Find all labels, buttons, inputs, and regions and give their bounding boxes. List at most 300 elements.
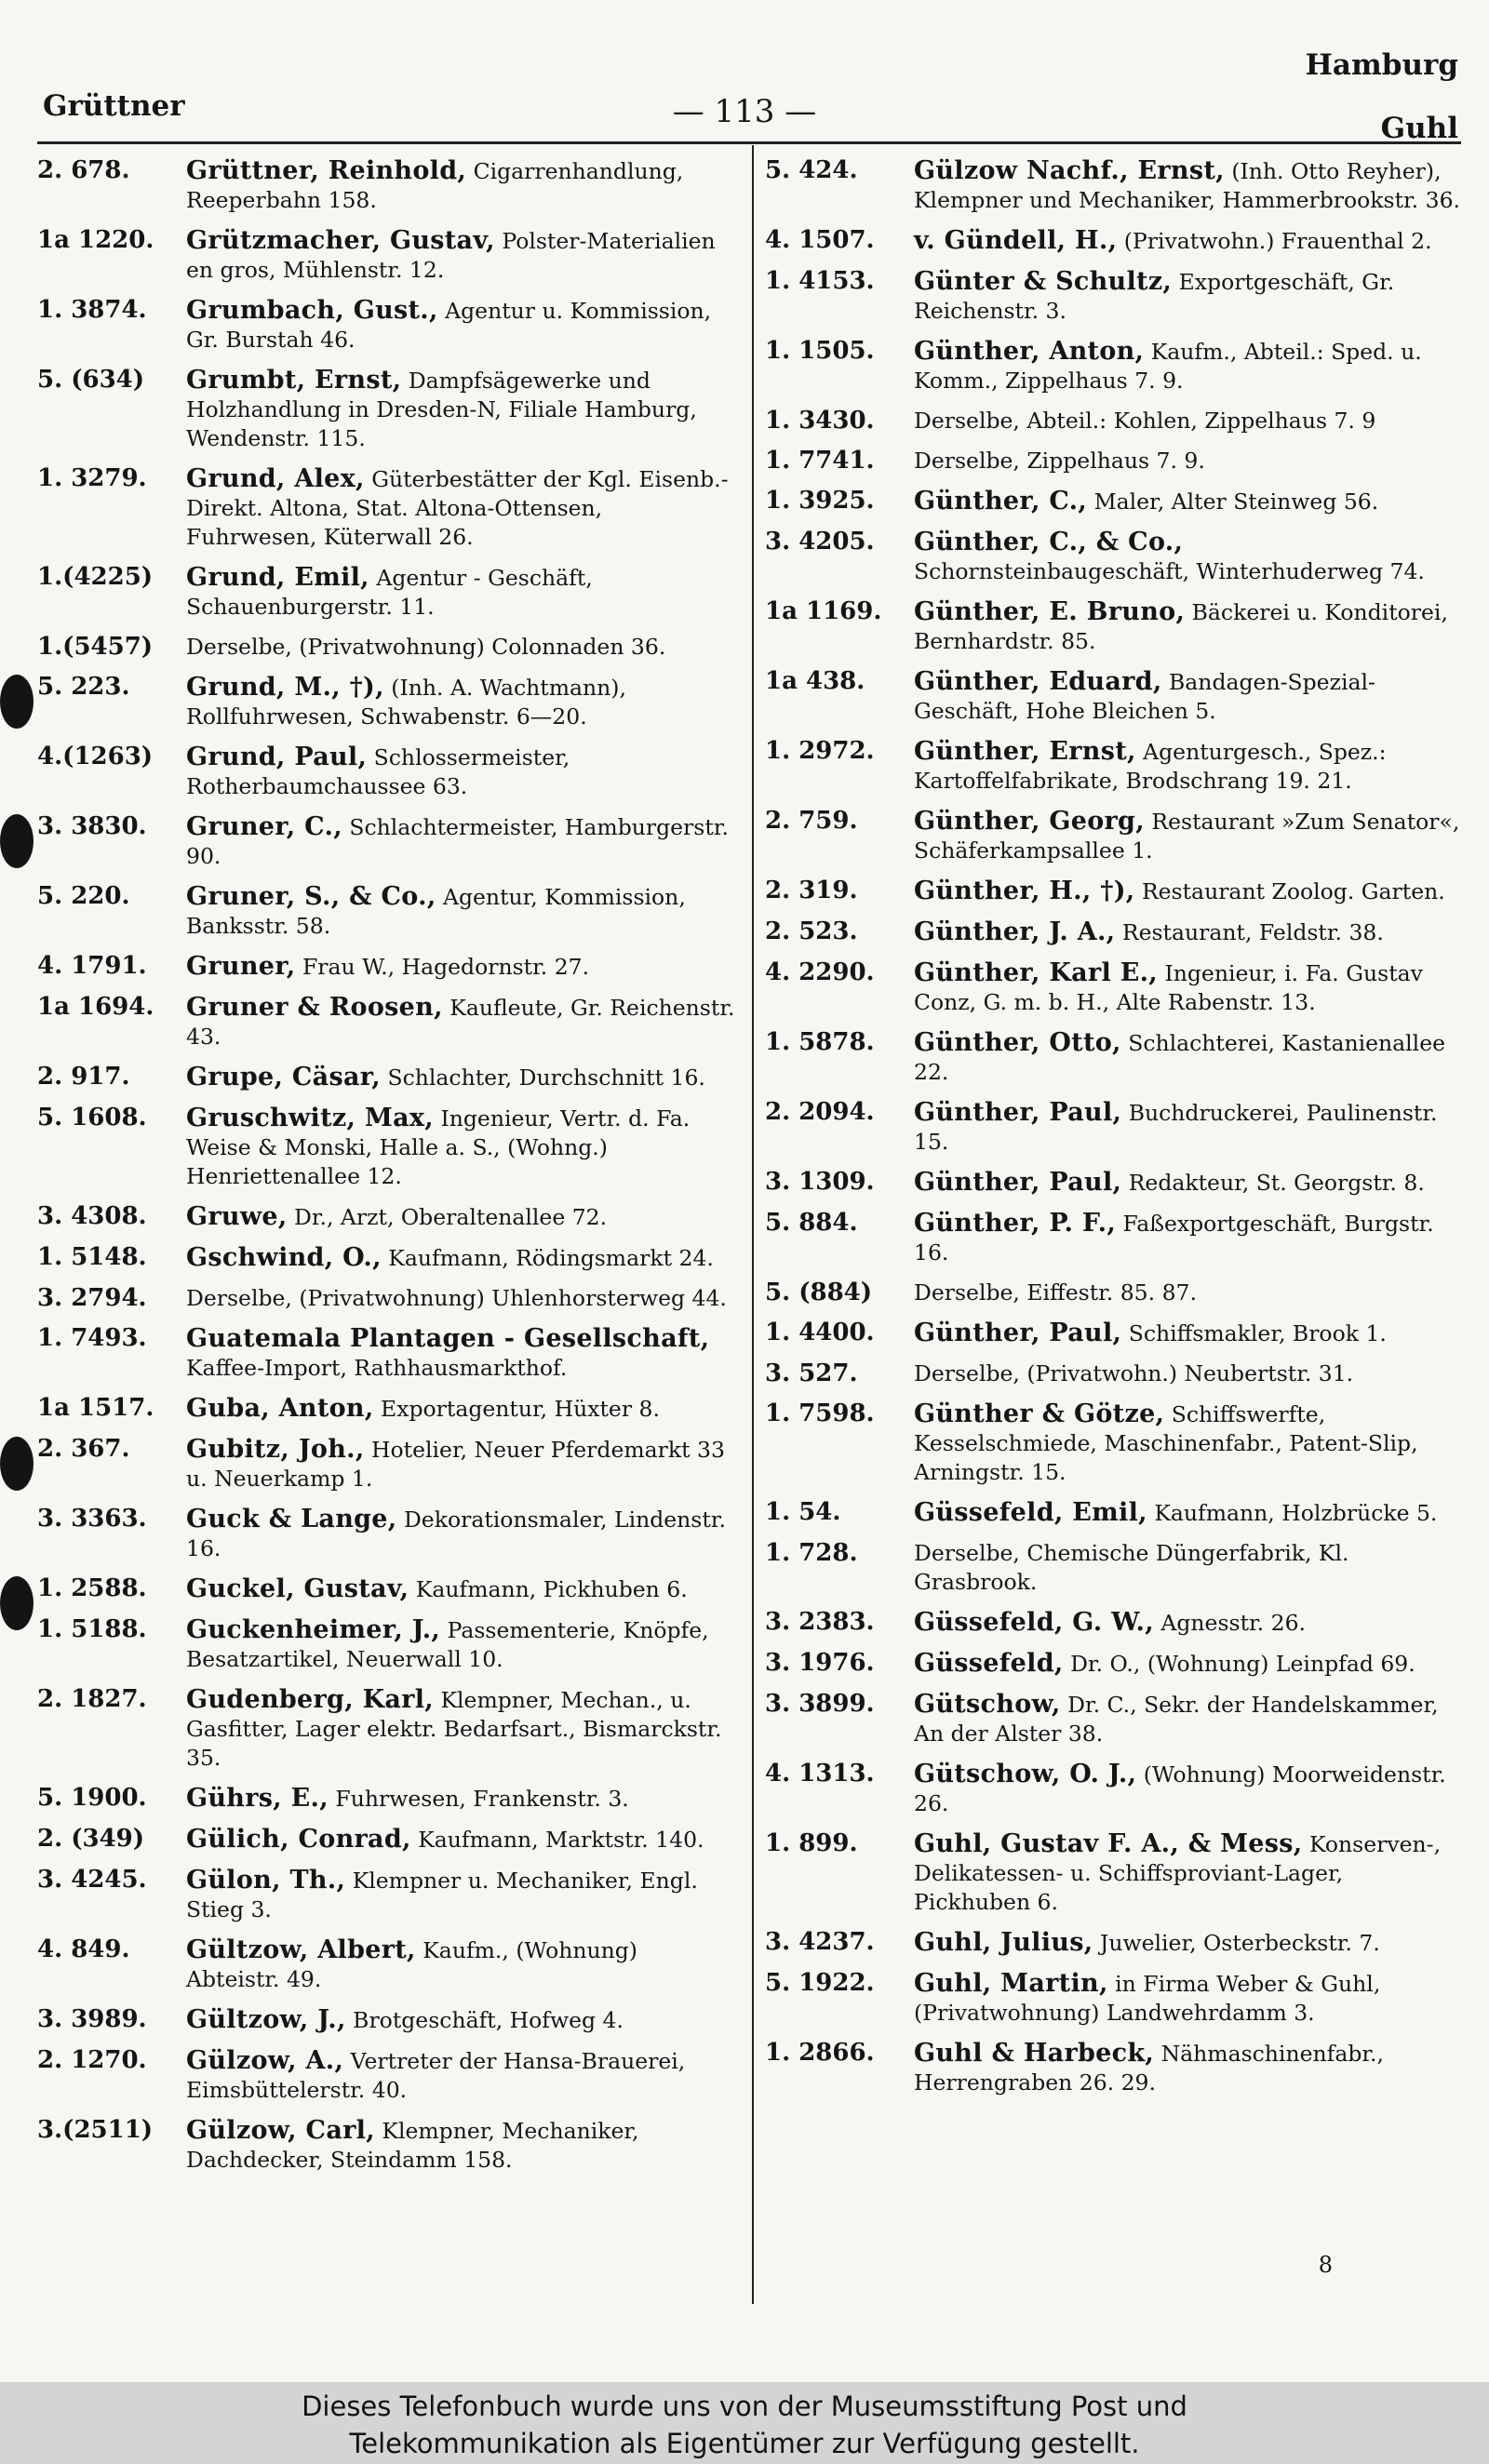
phone-number: 1a 1517. bbox=[37, 1394, 154, 1422]
directory-entry bbox=[37, 366, 737, 453]
subscriber-details: Restaurant »Zum Senator«, Schäferkampsallee 1. bbox=[914, 809, 1460, 864]
subscriber-details: Dr. O., (Wohnung) Leinpfad 69. bbox=[1070, 1651, 1415, 1677]
directory-entry bbox=[765, 267, 1461, 326]
entry-text bbox=[186, 743, 737, 801]
phone-number: 3. 3989. bbox=[37, 2005, 147, 2033]
directory-entry bbox=[765, 447, 1461, 475]
phone-number: 1. 1505. bbox=[765, 337, 875, 365]
phone-number: 5. 1608. bbox=[37, 1104, 147, 1132]
subscriber-details: Nähmaschinenfabr., Herrengraben 26. 29. bbox=[914, 2041, 1384, 2096]
directory-entry bbox=[37, 1935, 737, 1994]
directory-entry bbox=[765, 958, 1461, 1017]
subscriber-name: Gruner, C., bbox=[186, 812, 342, 841]
subscriber-name: Gütschow, bbox=[914, 1690, 1061, 1719]
entry-text bbox=[186, 2116, 737, 2175]
entry-text bbox=[914, 1649, 1461, 1679]
punch-hole bbox=[0, 1437, 34, 1491]
directory-entry bbox=[37, 1435, 737, 1493]
subscriber-details: Kaufmann, Marktstr. 140. bbox=[418, 1827, 704, 1853]
subscriber-details: Juwelier, Osterbeckstr. 7. bbox=[1099, 1930, 1380, 1956]
subscriber-details: Dr., Arzt, Oberaltenallee 72. bbox=[294, 1204, 608, 1230]
phone-number: 1a 1169. bbox=[765, 597, 882, 625]
directory-entry bbox=[765, 337, 1461, 395]
directory-entry bbox=[765, 1969, 1461, 2028]
directory-entry bbox=[37, 1505, 737, 1563]
subscriber-name: Gudenberg, Karl, bbox=[186, 1685, 434, 1714]
subscriber-details: Exportagentur, Hüxter 8. bbox=[381, 1396, 660, 1422]
subscriber-name: Günther & Götze, bbox=[914, 1399, 1165, 1428]
directory-entry bbox=[37, 882, 737, 941]
subscriber-name: Gülon, Th., bbox=[186, 1866, 346, 1895]
phone-number: 2. 367. bbox=[37, 1435, 130, 1463]
phone-number: 1. 54. bbox=[765, 1498, 841, 1526]
directory-entry bbox=[765, 1399, 1461, 1487]
entry-text bbox=[914, 1359, 1461, 1388]
entry-text bbox=[186, 156, 737, 215]
directory-entry bbox=[765, 807, 1461, 865]
subscriber-name: Gütschow, O. J., bbox=[914, 1760, 1137, 1788]
directory-entry bbox=[37, 464, 737, 552]
entry-text bbox=[914, 156, 1461, 215]
entry-text bbox=[914, 1829, 1461, 1917]
subscriber-details: Hotelier, Neuer Pferdemarkt 33 u. Neuerkamp 1. bbox=[186, 1437, 725, 1492]
subscriber-details: Maler, Alter Steinweg 56. bbox=[1093, 489, 1379, 515]
phone-number: 3. 4237. bbox=[765, 1928, 875, 1956]
entry-text bbox=[914, 1028, 1461, 1087]
entry-text bbox=[186, 1104, 737, 1191]
subscriber-details: Kaufleute, Gr. Reichenstr. 43. bbox=[186, 995, 735, 1050]
phone-number: 3. 3363. bbox=[37, 1505, 147, 1533]
entry-text bbox=[914, 958, 1461, 1017]
entry-text bbox=[186, 563, 737, 622]
phone-number: 4. 1507. bbox=[765, 226, 875, 254]
subscriber-details: Derselbe, Zippelhaus 7. 9. bbox=[914, 448, 1205, 474]
entry-text bbox=[186, 366, 737, 453]
directory-entry bbox=[37, 1284, 737, 1313]
subscriber-details: Restaurant, Feldstr. 38. bbox=[1121, 919, 1384, 945]
entry-text bbox=[914, 1319, 1461, 1348]
entry-text bbox=[914, 807, 1461, 865]
entry-text bbox=[186, 1574, 737, 1604]
subscriber-details: Kaufmann, Pickhuben 6. bbox=[415, 1576, 688, 1602]
subscriber-name: Güssefeld, bbox=[914, 1649, 1064, 1678]
entry-text bbox=[914, 487, 1461, 516]
subscriber-name: Guba, Anton, bbox=[186, 1394, 374, 1423]
directory-entry bbox=[765, 1649, 1461, 1679]
directory-entry bbox=[765, 1498, 1461, 1528]
directory-entry bbox=[37, 1394, 737, 1424]
directory-entry bbox=[37, 226, 737, 285]
entry-text bbox=[914, 1209, 1461, 1267]
subscriber-details: Cigarrenhandlung, Reeperbahn 158. bbox=[186, 158, 684, 213]
entry-text bbox=[914, 667, 1461, 726]
subscriber-name: Grumbach, Gust., bbox=[186, 296, 438, 325]
directory-entry bbox=[765, 1928, 1461, 1958]
subscriber-name: Gruner, S., & Co., bbox=[186, 882, 436, 911]
ownership-footer bbox=[0, 2382, 1489, 2464]
phone-number: 3. 3830. bbox=[37, 812, 147, 840]
directory-entry bbox=[37, 1324, 737, 1383]
entry-text bbox=[186, 2005, 737, 2035]
right-column bbox=[765, 156, 1461, 2109]
directory-entry bbox=[765, 1760, 1461, 1818]
phone-number: 2. 759. bbox=[765, 807, 858, 835]
phone-number: 5. 1922. bbox=[765, 1969, 875, 1997]
phone-number: 1. 3925. bbox=[765, 487, 875, 515]
subscriber-details: Frau W., Hagedornstr. 27. bbox=[302, 954, 590, 980]
subscriber-name: Gülzow Nachf., Ernst, bbox=[914, 156, 1225, 185]
phone-number: 3. 3899. bbox=[765, 1690, 875, 1718]
phone-number: 1.(5457) bbox=[37, 633, 154, 661]
directory-entry bbox=[765, 877, 1461, 906]
directory-entry bbox=[765, 156, 1461, 215]
directory-entry bbox=[765, 1098, 1461, 1157]
directory-entry bbox=[765, 1829, 1461, 1917]
subscriber-name: Günther, Otto, bbox=[914, 1028, 1121, 1057]
entry-text bbox=[914, 447, 1461, 475]
subscriber-details: Kaufmann, Holzbrücke 5. bbox=[1154, 1500, 1438, 1526]
subscriber-name: Grund, Alex, bbox=[186, 464, 365, 493]
subscriber-name: Grupe, Cäsar, bbox=[186, 1063, 382, 1091]
entry-text bbox=[186, 464, 737, 552]
entry-text bbox=[914, 737, 1461, 796]
directory-entry bbox=[765, 1279, 1461, 1307]
entry-text bbox=[914, 1498, 1461, 1528]
subscriber-name: Günther, Ernst, bbox=[914, 737, 1136, 766]
phone-number: 4.(1263) bbox=[37, 743, 154, 770]
subscriber-details: (Inh. Otto Reyher), Klempner und Mechaniker, Hammerbrookstr. 36. bbox=[914, 158, 1460, 213]
subscriber-name: Grund, Emil, bbox=[186, 563, 369, 592]
subscriber-name: Günther, C., bbox=[914, 487, 1088, 516]
entry-text bbox=[914, 337, 1461, 395]
directory-entry bbox=[37, 1063, 737, 1092]
directory-entry bbox=[37, 1574, 737, 1604]
phone-number: 1a 1694. bbox=[37, 993, 154, 1021]
subscriber-name: Günther, Eduard, bbox=[914, 667, 1162, 696]
subscriber-details: Konserven-, Delikatessen- u. Schiffsproviant-Lager, Pickhuben 6. bbox=[914, 1831, 1442, 1915]
phone-number: 1. 3430. bbox=[765, 407, 875, 435]
entry-text bbox=[186, 1685, 737, 1773]
directory-entry bbox=[765, 528, 1461, 586]
subscriber-details: Passementerie, Knöpfe, Besatzartikel, Neuerwall 10. bbox=[186, 1617, 709, 1672]
phone-number: 4. 849. bbox=[37, 1935, 130, 1963]
directory-entry bbox=[765, 1209, 1461, 1267]
entry-text bbox=[186, 1935, 737, 1994]
directory-entry bbox=[37, 952, 737, 982]
phone-number: 1. 5148. bbox=[37, 1243, 147, 1271]
phone-number: 5. (634) bbox=[37, 366, 145, 394]
subscriber-name: Gülich, Conrad, bbox=[186, 1825, 411, 1854]
subscriber-name: Gültzow, Albert, bbox=[186, 1935, 416, 1964]
phone-number: 3. 2794. bbox=[37, 1284, 147, 1312]
subscriber-name: Günther, Karl E., bbox=[914, 958, 1158, 987]
subscriber-details: Polster-Materialien en gros, Mühlenstr. 12. bbox=[186, 228, 716, 283]
phone-number: 5. (884) bbox=[765, 1279, 873, 1306]
subscriber-name: Guatemala Plantagen - Gesellschaft, bbox=[186, 1324, 710, 1353]
phone-number: 1. 3279. bbox=[37, 464, 147, 492]
phone-number: 3.(2511) bbox=[37, 2116, 154, 2144]
phone-number: 5. 424. bbox=[765, 156, 858, 184]
subscriber-name: v. Gündell, H., bbox=[914, 226, 1118, 255]
subscriber-details: Fuhrwesen, Frankenstr. 3. bbox=[335, 1786, 629, 1812]
subscriber-name: Gschwind, O., bbox=[186, 1243, 382, 1272]
subscriber-name: Guckel, Gustav, bbox=[186, 1574, 409, 1603]
entry-text bbox=[186, 1202, 737, 1232]
entry-text bbox=[186, 993, 737, 1051]
phone-number: 1. 7741. bbox=[765, 447, 875, 475]
subscriber-details: Schiffsmakler, Brook 1. bbox=[1128, 1320, 1387, 1346]
phone-number: 1.(4225) bbox=[37, 563, 154, 591]
phone-number: 3. 4205. bbox=[765, 528, 875, 556]
subscriber-name: Gührs, E., bbox=[186, 1784, 329, 1813]
subscriber-details: Brotgeschäft, Hofweg 4. bbox=[353, 2007, 624, 2033]
phone-number: 2. 2094. bbox=[765, 1098, 875, 1126]
entry-text bbox=[914, 1098, 1461, 1157]
subscriber-name: Grund, M., †), bbox=[186, 673, 384, 702]
subscriber-name: Günther, Paul, bbox=[914, 1319, 1122, 1347]
phone-number: 1. 4153. bbox=[765, 267, 875, 295]
phone-number: 3. 1976. bbox=[765, 1649, 875, 1677]
entry-text bbox=[186, 1284, 737, 1313]
entry-text bbox=[186, 1394, 737, 1424]
directory-entry bbox=[37, 1202, 737, 1232]
phone-number: 3. 4245. bbox=[37, 1866, 147, 1894]
entry-text bbox=[186, 673, 737, 731]
subscriber-details: Faßexportgeschäft, Burgstr. 16. bbox=[914, 1211, 1434, 1265]
entry-text bbox=[186, 1324, 737, 1383]
entry-text bbox=[914, 1279, 1461, 1307]
directory-entry bbox=[765, 917, 1461, 947]
subscriber-name: Günther, Paul, bbox=[914, 1168, 1122, 1197]
left-column bbox=[37, 156, 737, 2186]
subscriber-name: Günther, Georg, bbox=[914, 807, 1145, 836]
subscriber-name: Günter & Schultz, bbox=[914, 267, 1173, 296]
phone-number: 5. 1900. bbox=[37, 1784, 147, 1812]
subscriber-name: Gülzow, Carl, bbox=[186, 2116, 375, 2145]
phone-number: 1. 3874. bbox=[37, 296, 147, 324]
directory-entry bbox=[37, 296, 737, 355]
phone-number: 2. 1827. bbox=[37, 1685, 147, 1713]
phone-number: 5. 884. bbox=[765, 1209, 858, 1237]
subscriber-details: (Inh. A. Wachtmann), Rollfuhrwesen, Schwabenstr. 6—20. bbox=[186, 675, 626, 730]
subscriber-name: Günther, E. Bruno, bbox=[914, 597, 1186, 626]
entry-text bbox=[914, 1539, 1461, 1597]
entry-text bbox=[186, 882, 737, 941]
subscriber-name: Guhl & Harbeck, bbox=[914, 2039, 1155, 2068]
phone-number: 2. 523. bbox=[765, 917, 858, 945]
phone-number: 4. 1313. bbox=[765, 1760, 875, 1788]
entry-text bbox=[914, 226, 1461, 256]
directory-entry bbox=[37, 156, 737, 215]
subscriber-details: Klempner, Mechaniker, Dachdecker, Steindamm 158. bbox=[186, 2118, 639, 2173]
entry-text bbox=[186, 1784, 737, 1814]
phone-number: 3. 1309. bbox=[765, 1168, 875, 1196]
entry-text bbox=[186, 812, 737, 871]
subscriber-details: Dr. C., Sekr. der Handelskammer, An der Alster 38. bbox=[914, 1692, 1439, 1747]
phone-number: 1. 2972. bbox=[765, 737, 875, 765]
subscriber-name: Gruner, bbox=[186, 952, 296, 981]
subscriber-details: Derselbe, Abteil.: Kohlen, Zippelhaus 7. 9 bbox=[914, 408, 1376, 434]
subscriber-details: Derselbe, (Privatwohn.) Neubertstr. 31. bbox=[914, 1360, 1354, 1386]
directory-entry bbox=[765, 407, 1461, 435]
entry-text bbox=[914, 267, 1461, 326]
phone-number: 1a 438. bbox=[765, 667, 865, 695]
entry-text bbox=[914, 1760, 1461, 1818]
phone-number: 4. 1791. bbox=[37, 952, 147, 980]
subscriber-name: Guhl, Gustav F. A., & Mess, bbox=[914, 1829, 1303, 1858]
page-number: 8 bbox=[1318, 2252, 1333, 2278]
subscriber-name: Gruner & Roosen, bbox=[186, 993, 443, 1022]
entry-text bbox=[914, 1168, 1461, 1198]
subscriber-name: Gruwe, bbox=[186, 1202, 288, 1231]
directory-entry bbox=[37, 743, 737, 801]
directory-entry bbox=[765, 1539, 1461, 1597]
phone-number: 1. 7493. bbox=[37, 1324, 147, 1352]
subscriber-name: Guhl, Martin, bbox=[914, 1969, 1108, 1998]
subscriber-details: (Wohnung) Moorweidenstr. 26. bbox=[914, 1761, 1446, 1816]
directory-entry bbox=[37, 993, 737, 1051]
subscriber-details: Derselbe, (Privatwohnung) Uhlenhorsterweg 44. bbox=[186, 1285, 727, 1311]
entry-text bbox=[914, 407, 1461, 435]
subscriber-details: Schlachterei, Kastanienallee 22. bbox=[914, 1030, 1446, 1085]
entry-text bbox=[914, 597, 1461, 656]
directory-entry bbox=[765, 1608, 1461, 1638]
subscriber-details: Ingenieur, i. Fa. Gustav Conz, G. m. b. H., Alte Rabenstr. 13. bbox=[914, 960, 1423, 1015]
subscriber-details: Agenturgesch., Spez.: Kartoffelfabrikate, Brodschrang 19. 21. bbox=[914, 739, 1387, 794]
header-left-keyword: Grüttner bbox=[43, 89, 185, 123]
directory-entry bbox=[765, 1168, 1461, 1198]
directory-entry bbox=[37, 1615, 737, 1674]
phone-number: 5. 223. bbox=[37, 673, 130, 701]
subscriber-name: Günther, J. A., bbox=[914, 917, 1116, 946]
directory-entry bbox=[765, 1359, 1461, 1388]
subscriber-name: Gruschwitz, Max, bbox=[186, 1104, 434, 1132]
phone-number: 1. 2866. bbox=[765, 2039, 875, 2067]
phone-number: 5. 220. bbox=[37, 882, 130, 910]
subscriber-details: Dekorationsmaler, Lindenstr. 16. bbox=[186, 1507, 726, 1561]
subscriber-details: Bäckerei u. Konditorei, Bernhardstr. 85. bbox=[914, 599, 1448, 654]
header-city: Hamburg bbox=[1305, 48, 1458, 82]
directory-entry bbox=[37, 1825, 737, 1855]
entry-text bbox=[914, 1928, 1461, 1958]
phone-number: 3. 527. bbox=[765, 1359, 858, 1387]
phone-number: 1a 1220. bbox=[37, 226, 154, 254]
entry-text bbox=[186, 952, 737, 982]
subscriber-name: Günther, P. F., bbox=[914, 1209, 1117, 1238]
directory-entry bbox=[37, 633, 737, 662]
subscriber-details: Schornsteinbaugeschäft, Winterhuderweg 74. bbox=[914, 558, 1425, 584]
directory-entry bbox=[37, 1243, 737, 1273]
subscriber-details: Derselbe, Eiffestr. 85. 87. bbox=[914, 1279, 1197, 1306]
phone-number: 1. 7598. bbox=[765, 1399, 875, 1427]
entry-text bbox=[914, 1608, 1461, 1638]
phone-number: 2. 678. bbox=[37, 156, 130, 184]
punch-hole bbox=[0, 1576, 34, 1630]
subscriber-details: Klempner u. Mechaniker, Engl. Stieg 3. bbox=[186, 1868, 698, 1922]
subscriber-name: Guckenheimer, J., bbox=[186, 1615, 441, 1644]
header-rule bbox=[37, 141, 1461, 144]
subscriber-details: Klempner, Mechan., u. Gasfitter, Lager elektr. Bedarfsart., Bismarckstr. 35. bbox=[186, 1687, 722, 1771]
phone-number: 2. (349) bbox=[37, 1825, 145, 1853]
subscriber-name: Guck & Lange, bbox=[186, 1505, 397, 1533]
directory-entry bbox=[765, 667, 1461, 726]
header-page-label: — 113 — bbox=[672, 93, 817, 130]
subscriber-details: Kaffee-Import, Rathhausmarkthof. bbox=[186, 1355, 568, 1381]
entry-text bbox=[914, 1690, 1461, 1748]
subscriber-details: Kaufm., (Wohnung) Abteistr. 49. bbox=[186, 1937, 637, 1992]
subscriber-name: Gültzow, J., bbox=[186, 2005, 346, 2034]
subscriber-name: Grützmacher, Gustav, bbox=[186, 226, 495, 255]
subscriber-details: Agentur - Geschäft, Schauenburgerstr. 11. bbox=[186, 565, 593, 620]
subscriber-name: Günther, C., & Co., bbox=[914, 528, 1184, 556]
subscriber-details: Vertreter der Hansa-Brauerei, Eimsbüttelerstr. 40. bbox=[186, 2048, 686, 2103]
subscriber-details: Güterbestätter der Kgl. Eisenb.-Direkt. Altona, Stat. Altona-Ottensen, Fuhrwesen, Küterwall 26. bbox=[186, 466, 729, 550]
entry-text bbox=[186, 1615, 737, 1674]
phone-number: 3. 4308. bbox=[37, 1202, 147, 1230]
entry-text bbox=[186, 633, 737, 662]
subscriber-details: Derselbe, (Privatwohnung) Colonnaden 36. bbox=[186, 634, 666, 660]
footer-line-1: Dieses Telefonbuch wurde uns von der Museumsstiftung Post und bbox=[302, 2390, 1187, 2422]
subscriber-details: Schiffswerfte, Kesselschmiede, Maschinenfabr., Patent-Slip, Arningstr. 15. bbox=[914, 1401, 1418, 1485]
directory-entry bbox=[765, 1028, 1461, 1087]
footer-line-2: Telekommunikation als Eigentümer zur Verfügung gestellt. bbox=[349, 2428, 1140, 2459]
phone-number: 1. 5188. bbox=[37, 1615, 147, 1643]
entry-text bbox=[914, 1969, 1461, 2028]
subscriber-details: Kaufm., Abteil.: Sped. u. Komm., Zippelhaus 7. 9. bbox=[914, 339, 1422, 394]
entry-text bbox=[914, 1399, 1461, 1487]
phone-number: 4. 2290. bbox=[765, 958, 875, 986]
entry-text bbox=[186, 1866, 737, 1924]
phone-number: 1. 2588. bbox=[37, 1574, 147, 1602]
subscriber-details: Exportgeschäft, Gr. Reichenstr. 3. bbox=[914, 269, 1395, 324]
punch-hole bbox=[0, 814, 34, 868]
phone-number: 2. 1270. bbox=[37, 2046, 147, 2074]
subscriber-name: Guhl, Julius, bbox=[914, 1928, 1093, 1957]
subscriber-name: Güssefeld, Emil, bbox=[914, 1498, 1147, 1527]
entry-text bbox=[186, 1435, 737, 1493]
entry-text bbox=[914, 877, 1461, 906]
entry-text bbox=[186, 296, 737, 355]
subscriber-details: Agentur u. Kommission, Gr. Burstah 46. bbox=[186, 298, 712, 353]
subscriber-name: Gubitz, Joh., bbox=[186, 1435, 365, 1464]
directory-entry bbox=[37, 1104, 737, 1191]
subscriber-name: Günther, Anton, bbox=[914, 337, 1145, 366]
directory-entry bbox=[765, 597, 1461, 656]
subscriber-details: Kaufmann, Rödingsmarkt 24. bbox=[388, 1245, 714, 1271]
directory-entry bbox=[37, 1784, 737, 1814]
subscriber-name: Günther, H., †), bbox=[914, 877, 1135, 905]
phone-number: 2. 917. bbox=[37, 1063, 130, 1091]
entry-text bbox=[914, 917, 1461, 947]
subscriber-details: Schlachter, Durchschnitt 16. bbox=[387, 1065, 705, 1091]
subscriber-name: Günther, Paul, bbox=[914, 1098, 1122, 1127]
subscriber-name: Gülzow, A., bbox=[186, 2046, 344, 2075]
column-divider bbox=[752, 145, 754, 2304]
entry-text bbox=[186, 1505, 737, 1563]
subscriber-name: Grüttner, Reinhold, bbox=[186, 156, 467, 185]
subscriber-details: Bandagen-Spezial-Geschäft, Hohe Bleichen 5. bbox=[914, 669, 1375, 724]
subscriber-details: Schlossermeister, Rotherbaumchaussee 63. bbox=[186, 744, 570, 799]
subscriber-details: Ingenieur, Vertr. d. Fa. Weise & Monski, Halle a. S., (Wohng.) Henriettenallee 12. bbox=[186, 1105, 691, 1189]
directory-entry bbox=[37, 563, 737, 622]
directory-entry bbox=[37, 1685, 737, 1773]
directory-entry bbox=[37, 2005, 737, 2035]
directory-entry bbox=[37, 673, 737, 731]
entry-text bbox=[186, 226, 737, 285]
header-right-keyword: Guhl bbox=[1380, 112, 1458, 145]
subscriber-details: Buchdruckerei, Paulinenstr. 15. bbox=[914, 1100, 1438, 1155]
subscriber-details: Dampfsägewerke und Holzhandlung in Dresden-N, Filiale Hamburg, Wendenstr. 115. bbox=[186, 368, 697, 451]
